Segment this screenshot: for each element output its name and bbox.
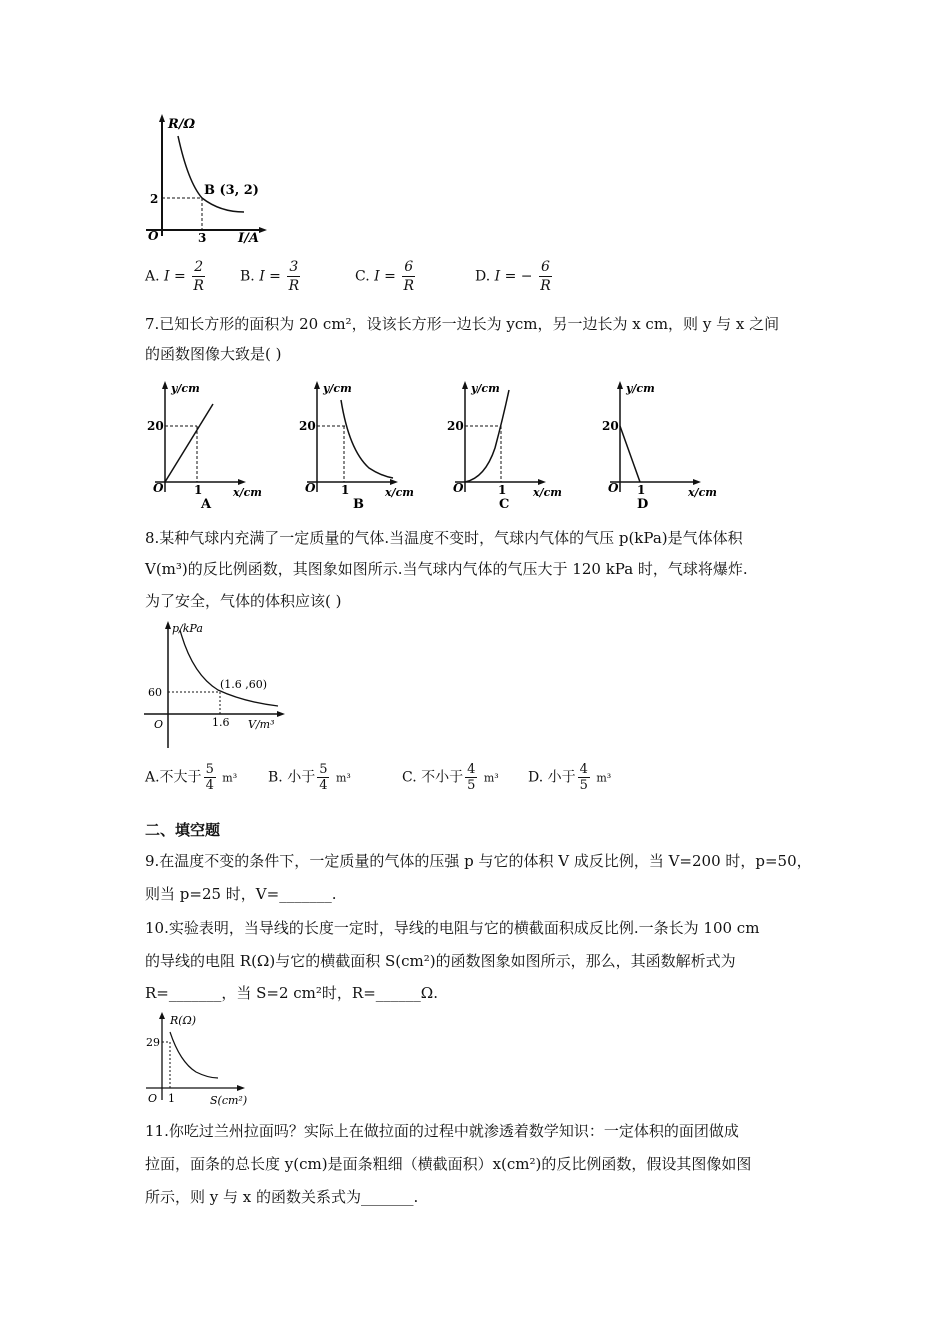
q10-line-1: 10.实验表明，当导线的长度一定时，导线的电阻与它的横截面积成反比例.一条长为 100 cm [145,919,760,937]
q7-line-1: 7.已知长方形的面积为 20 cm²，设该长方形一边长为 ycm，另一边长为 x cm，则 y 与 x 之间 [145,315,780,333]
figure-q8-graph [140,618,290,752]
fraction: $\frac{6}{R}$ [540,259,551,294]
axis-y-label: y/cm [626,382,655,395]
x-tick-label: 1 [341,483,350,497]
q8-option-c: C. 不小于 $\frac{4}{5}$ m³ [402,762,499,793]
axis-x-label: x/cm [688,486,717,499]
q8-line-2: V(m³)的反比例函数，其图象如图所示.当气球内气体的气压大于 120 kPa 时，气球将爆炸. [145,560,748,578]
option-label: D [637,497,649,512]
x-tick-label: 1.6 [212,716,230,729]
option-label: B [353,497,364,512]
q10-line-2: 的导线的电阻 R(Ω)与它的横截面积 S(cm²)的函数图象如图所示，那么，其函数解析式为 [145,952,736,970]
axis-y-label: R/Ω [168,117,196,132]
fraction: $\frac{3}{R}$ [288,259,300,294]
origin-label: O [305,481,316,495]
fraction: $\frac{4}{5}$ [467,762,476,793]
q9-line-1: 9.在温度不变的条件下，一定质量的气体的压强 p 与它的体积 V 成反比例，当 V=200 时，p=50， [145,852,812,870]
q11-line-2: 拉面，面条的总长度 y(cm)是面条粗细（横截面积）x(cm²)的反比例函数，假设其图像如图 [145,1155,752,1173]
graph-b [299,381,414,512]
y-tick-label: 20 [299,419,316,433]
x-tick-label: 1 [498,483,507,497]
graph-c [447,381,562,512]
origin-label: O [153,481,164,495]
q8-option-a: A.不大于 $\frac{5}{4}$ m³ [145,762,238,793]
axis-x-label: V/m³ [248,718,275,731]
q6-option-a: A. I = $\frac{2}{R}$ [145,259,204,294]
x-tick-label: 1 [168,1092,175,1105]
section-title: 二、填空题 [145,821,221,839]
q7-line-2: 的函数图像大致是( ) [145,345,282,363]
y-tick-label: 29 [146,1036,160,1049]
y-tick-label: 20 [147,419,164,433]
axis-y-label: y/cm [171,382,200,395]
q10-line-3: R=_______，当 S=2 cm²时，R=______Ω. [145,984,438,1002]
fraction: $\frac{5}{4}$ [205,762,214,793]
axis-y-label: R(Ω) [170,1014,196,1027]
origin-label: O [148,1092,158,1105]
q8-line-1: 8.某种气球内充满了一定质量的气体.当温度不变时，气球内气体的气压 p(kPa)是气体体积 [145,529,743,547]
q11-line-3: 所示，则 y 与 x 的函数关系式为_______. [145,1188,419,1206]
graph-a [147,381,262,512]
q8-option-d: D. 小于 $\frac{4}{5}$ m³ [528,762,612,793]
origin-label: O [148,229,159,243]
option-label: A [201,497,212,512]
fraction: $\frac{2}{R}$ [193,259,204,294]
fraction: $\frac{6}{R}$ [403,259,415,294]
axis-y-label: p/kPa [172,622,203,635]
origin-label: O [608,481,619,495]
fraction: $\frac{4}{5}$ [579,762,588,793]
q8-line-3: 为了安全，气体的体积应该( ) [145,592,342,610]
q11-line-1: 11.你吃过兰州拉面吗？实际上在做拉面的过程中就渗透着数学知识：一定体积的面团做成 [145,1122,739,1140]
y-tick-label: 20 [602,419,619,433]
q9-line-2: 则当 p=25 时，V=_______. [145,885,337,903]
q6-option-b: B. I = $\frac{3}{R}$ [240,259,300,294]
x-tick-label: 3 [198,231,207,245]
y-tick-label: 2 [150,192,159,206]
y-tick-label: 20 [447,419,464,433]
origin-label: O [154,718,164,731]
fraction: $\frac{5}{4}$ [319,762,328,793]
point-label: B (3, 2) [204,183,259,198]
q6-option-d: D. I = − $\frac{6}{R}$ [475,259,551,294]
origin-label: O [453,481,464,495]
axis-x-label: x/cm [233,486,262,499]
figure-q7-graphs [145,378,725,514]
axis-x-label: x/cm [385,486,414,499]
figure-q6-graph [140,112,270,248]
axis-y-label: y/cm [323,382,352,395]
point-label: (1.6 ,60) [220,678,268,691]
y-tick-label: 60 [148,686,162,699]
axis-y-label: y/cm [471,382,500,395]
x-tick-label: 1 [194,483,203,497]
x-tick-label: 1 [637,483,646,497]
q6-option-c: C. I = $\frac{6}{R}$ [355,259,415,294]
option-label: C [499,497,510,512]
figure-q10-graph [140,1010,250,1106]
axis-x-label: x/cm [533,486,562,499]
axis-x-label: I/A [238,231,259,246]
q8-option-b: B. 小于 $\frac{5}{4}$ m³ [268,762,351,793]
axis-x-label: S(cm²) [210,1094,248,1106]
graph-d [602,381,717,512]
